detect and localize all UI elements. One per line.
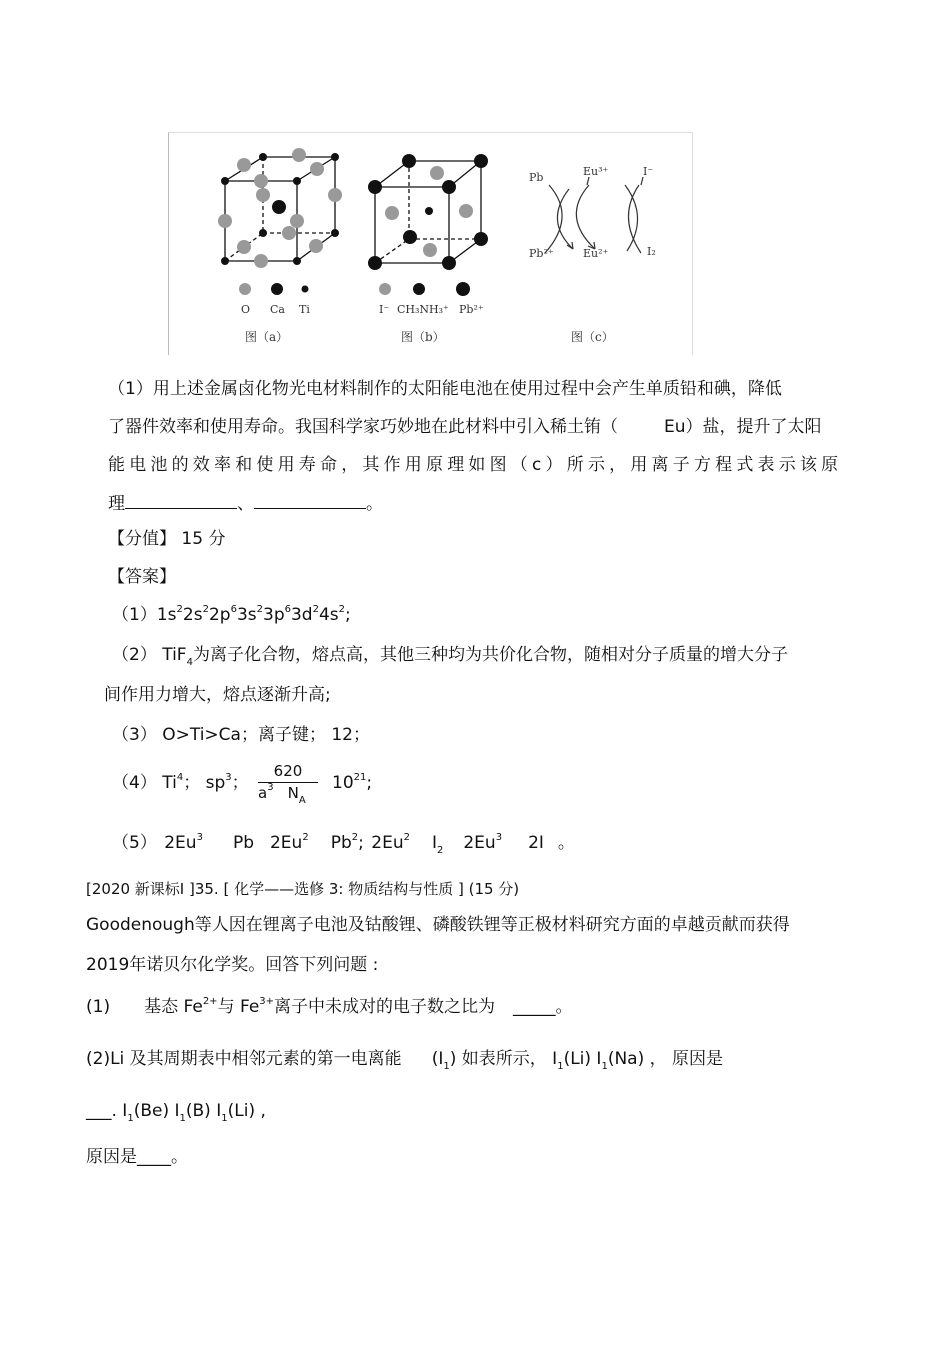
part-2: (2)Li 及其周期表中相邻元素的第一电离能 $(I_1)$ 如表所示， $I_1(Li)$ $I_1(Na)$ ， 原因是 [86,1049,724,1072]
section-tag: [2020 新课标Ⅰ ]35. [ 化学——选修 3: 物质结构与性质 ] (15 分) [86,880,520,898]
answer-blank-1[interactable] [125,492,237,509]
caption-a: 图（a） [245,330,289,344]
answer-5: （5） 2Eu$^3$ Pb 2Eu$^2$ Pb$^2$; 2Eu$^2$ $I_2$ 2Eu$^3$ 2I 。 [112,832,575,856]
q1-line-2a: 了器件效率和使用寿命。我国科学家巧妙地在此材料中引入稀土铕（ [108,417,618,437]
fraction-denominator: $a^3$ $N_A$ [258,782,306,806]
legend-pb: Pb²⁺ [459,303,484,316]
answer-3: （3） O>Ti>Ca；离子键； 12； [112,725,370,745]
figure-c-cycle [545,177,643,253]
q1-line-3: 能电池的效率和使用寿命，其作用原理如图（c）所示，用离子方程式表示该原 [108,455,843,475]
label-eu2: Eu²⁺ [583,247,609,260]
legend-ca: Ca [270,303,285,316]
crystal-figure [168,132,693,355]
part-2-line-2: ___. $I_1(Be)$ $I_1(B)$ $I_1(Li)$ , [86,1101,266,1124]
figure-a-atoms [218,148,342,268]
label-i2: I₂ [647,245,656,258]
legend-i: I⁻ [379,303,390,316]
figure-b-atoms [368,154,488,270]
answer-4-fraction [258,762,318,806]
answer-label: 【答案】 [108,567,176,587]
label-eu3: Eu³⁺ [583,165,609,178]
label-pb: Pb [529,171,544,184]
legend-ti: Ti [299,303,310,316]
part-2-blank[interactable]: ___ [86,1101,112,1121]
fraction-numerator: 620 [258,762,318,783]
crystal-diagrams [169,133,692,355]
q1-line-1: （1）用上述金属卤化物光电材料制作的太阳能电池在使用过程中会产生单质铅和碘，降低 [108,379,782,399]
score-line: 【分值】 15 分 [108,529,226,549]
figure-b-legend [379,282,484,344]
section-intro-1: Goodenough等人因在锂离子电池及钴酸锂、磷酸铁锂等正极材料研究方面的卓越贡献而获得 [86,915,790,935]
legend-o: O [241,303,251,316]
figure-c-labels [529,165,656,344]
label-i-minus: I⁻ [643,165,654,178]
q1-line-2 [108,416,822,438]
part-1: (1) 基态 $Fe^{2+}$与 $Fe^{3+}$离子中未成对的电子数之比为 _____。 [86,996,573,1017]
answer-1: $(1)1s^22s^22p^63s^23p^63d^24s^2$; [112,604,351,625]
label-pb2: Pb²⁺ [529,247,554,260]
part-2-line-3: 原因是____。 [86,1147,188,1167]
q1-line-4: 理 、 。 [108,494,383,514]
answer-blank-2[interactable] [254,492,366,509]
answer-2-line-1: （2） TiF$_4$为离子化合物，熔点高，其他三种均为共价化合物，随相对分子质量的增大分子 [112,645,788,668]
legend-ch3nh3: CH₃NH₃⁺ [397,303,449,316]
section-intro-2: 2019年诺贝尔化学奖。回答下列问题 : [86,955,379,975]
answer-4-power: $10^{21}$; [332,772,373,793]
caption-b: 图（b） [401,330,445,344]
part-2-reason-blank[interactable]: ____ [137,1147,171,1167]
q1-line-2b: Eu）盐，提升了太阳 [664,417,822,437]
answer-4: （4） Ti$^4$； $sp^3$； [112,772,249,793]
caption-c: 图（c） [571,330,614,344]
part-1-blank[interactable]: _____ [513,997,556,1017]
answer-2-line-2: 间作用力增大，熔点逐渐升高; [104,685,331,705]
figure-a-legend [239,283,310,344]
